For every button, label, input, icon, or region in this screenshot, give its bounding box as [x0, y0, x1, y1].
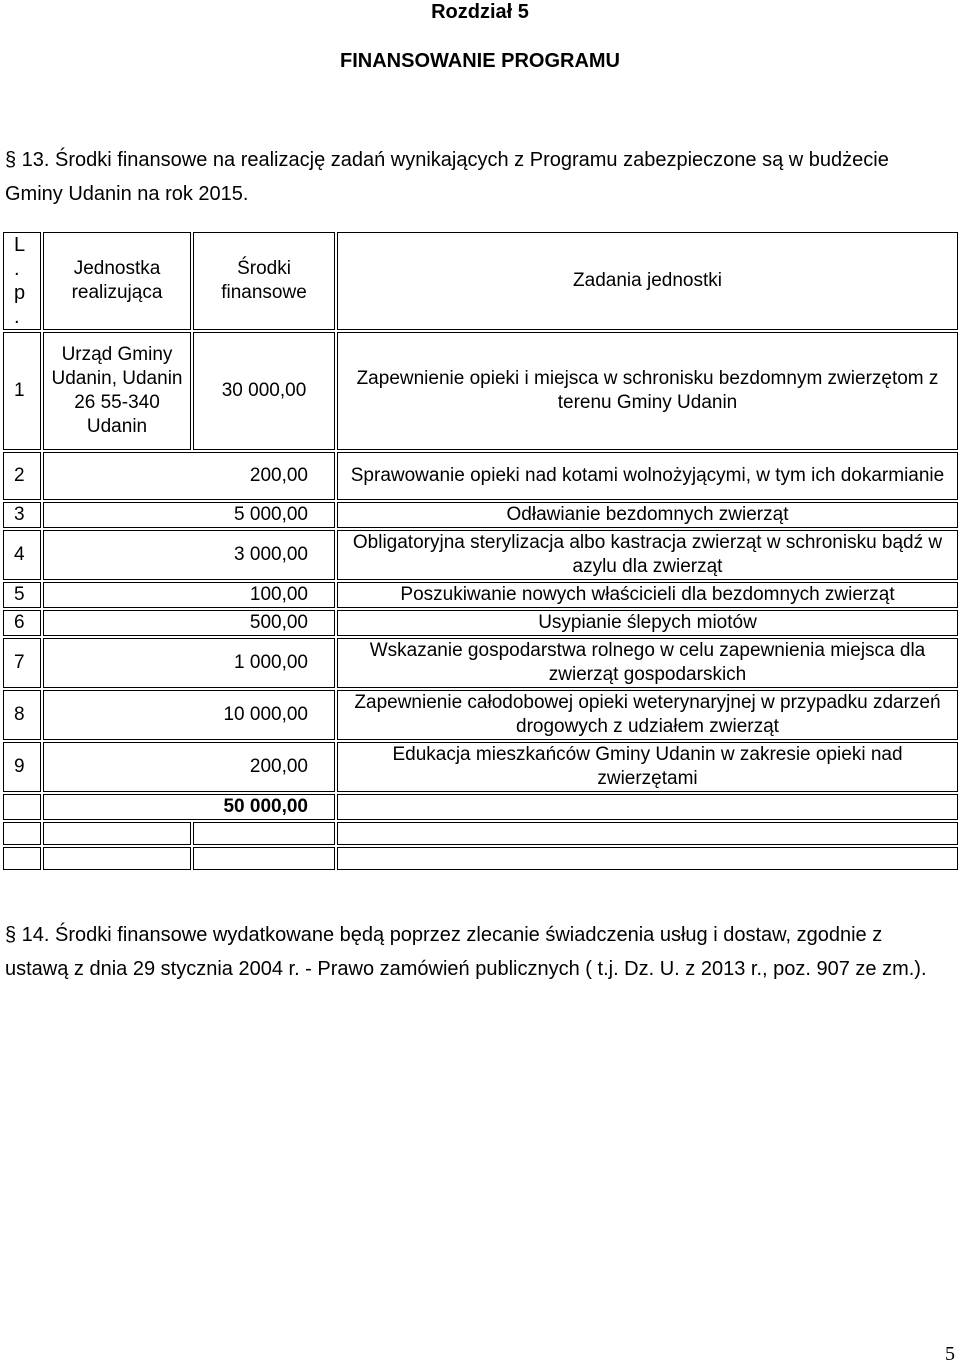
- row-amount: 10 000,00: [43, 690, 335, 740]
- table-row: [3, 582, 958, 608]
- empty-cell: [337, 847, 958, 870]
- empty-cell: [337, 794, 958, 820]
- empty-cell: [337, 822, 958, 845]
- table-row: [3, 742, 958, 792]
- row-lp: 8: [3, 690, 41, 740]
- table-row: [3, 690, 958, 740]
- row-task: Zapewnienie całodobowej opieki weterynaryjnej w przypadku zdarzeń drogowych z udziałem zwierząt: [337, 690, 958, 740]
- header-unit: Jednostka realizująca: [43, 232, 191, 330]
- row-task: Edukacja mieszkańców Gminy Udanin w zakresie opieki nad zwierzętami: [337, 742, 958, 792]
- financing-table: [1, 230, 960, 872]
- row-lp: 5: [3, 582, 41, 608]
- header-lp-line: p: [14, 282, 26, 304]
- row-task: Sprawowanie opieki nad kotami wolnożyjącymi, w tym ich dokarmianie: [337, 452, 958, 500]
- chapter-title: FINANSOWANIE PROGRAMU: [340, 50, 620, 72]
- row-amount: 30 000,00: [193, 332, 335, 450]
- table-row: [3, 502, 958, 528]
- row-amount: 200,00: [43, 452, 335, 500]
- row-task: Wskazanie gospodarstwa rolnego w celu zapewnienia miejsca dla zwierząt gospodarskich: [337, 638, 958, 688]
- row-lp: 2: [3, 452, 41, 500]
- row-task: Obligatoryjna sterylizacja albo kastracja zwierząt w schronisku bądź w azylu dla zwierząt: [337, 530, 958, 580]
- table-row: [3, 332, 958, 450]
- row-lp: 1: [3, 332, 41, 450]
- row-lp: 6: [3, 610, 41, 636]
- table-header-row: [3, 232, 958, 330]
- row-lp: 9: [3, 742, 41, 792]
- row-lp: 7: [3, 638, 41, 688]
- empty-cell: [43, 847, 191, 870]
- row-task: Odławianie bezdomnych zwierząt: [337, 502, 958, 528]
- row-task: Zapewnienie opieki i miejsca w schronisku bezdomnym zwierzętom z terenu Gminy Udanin: [337, 332, 958, 450]
- empty-cell: [193, 822, 335, 845]
- empty-cell: [3, 847, 41, 870]
- paragraph-13: § 13. Środki finansowe na realizację zadań wynikających z Programu zabezpieczone są w budżecie Gminy Udanin na rok 2015.: [5, 149, 889, 205]
- page-number: 5: [945, 1343, 955, 1365]
- table-row: [3, 530, 958, 580]
- header-tasks: Zadania jednostki: [337, 232, 958, 330]
- total-amount: 50 000,00: [43, 794, 335, 820]
- row-task: Poszukiwanie nowych właścicieli dla bezdomnych zwierząt: [337, 582, 958, 608]
- table-row: [3, 610, 958, 636]
- table-row: [3, 452, 958, 500]
- row-amount: 5 000,00: [43, 502, 335, 528]
- row-task: Usypianie ślepych miotów: [337, 610, 958, 636]
- header-lp-line: .: [14, 258, 20, 280]
- row-amount: 3 000,00: [43, 530, 335, 580]
- paragraph-14: § 14. Środki finansowe wydatkowane będą poprzez zlecanie świadczenia usług i dostaw, zgodnie z ustawą z dnia 29 stycznia 2004 r. - Prawo zamówień publicznych ( t.j. Dz. U. z 2013 r., poz. 907 ze zm.).: [5, 924, 927, 980]
- header-funds: Środki finansowe: [193, 232, 335, 330]
- empty-cell: [3, 822, 41, 845]
- empty-row: [3, 847, 958, 870]
- row-amount: 1 000,00: [43, 638, 335, 688]
- empty-cell: [193, 847, 335, 870]
- row-amount: 100,00: [43, 582, 335, 608]
- row-amount: 500,00: [43, 610, 335, 636]
- unit-name: Urząd Gminy Udanin, Udanin 26 55-340 Udanin: [43, 332, 191, 450]
- row-lp: 3: [3, 502, 41, 528]
- header-lp-line: .: [14, 306, 20, 328]
- empty-cell: [43, 822, 191, 845]
- header-lp-line: L: [14, 234, 26, 256]
- chapter-number: Rozdział 5: [431, 1, 529, 23]
- table-row: [3, 638, 958, 688]
- row-lp: 4: [3, 530, 41, 580]
- header-lp: [3, 232, 41, 330]
- empty-cell: [3, 794, 41, 820]
- total-row: [3, 794, 958, 820]
- row-amount: 200,00: [43, 742, 335, 792]
- empty-row: [3, 822, 958, 845]
